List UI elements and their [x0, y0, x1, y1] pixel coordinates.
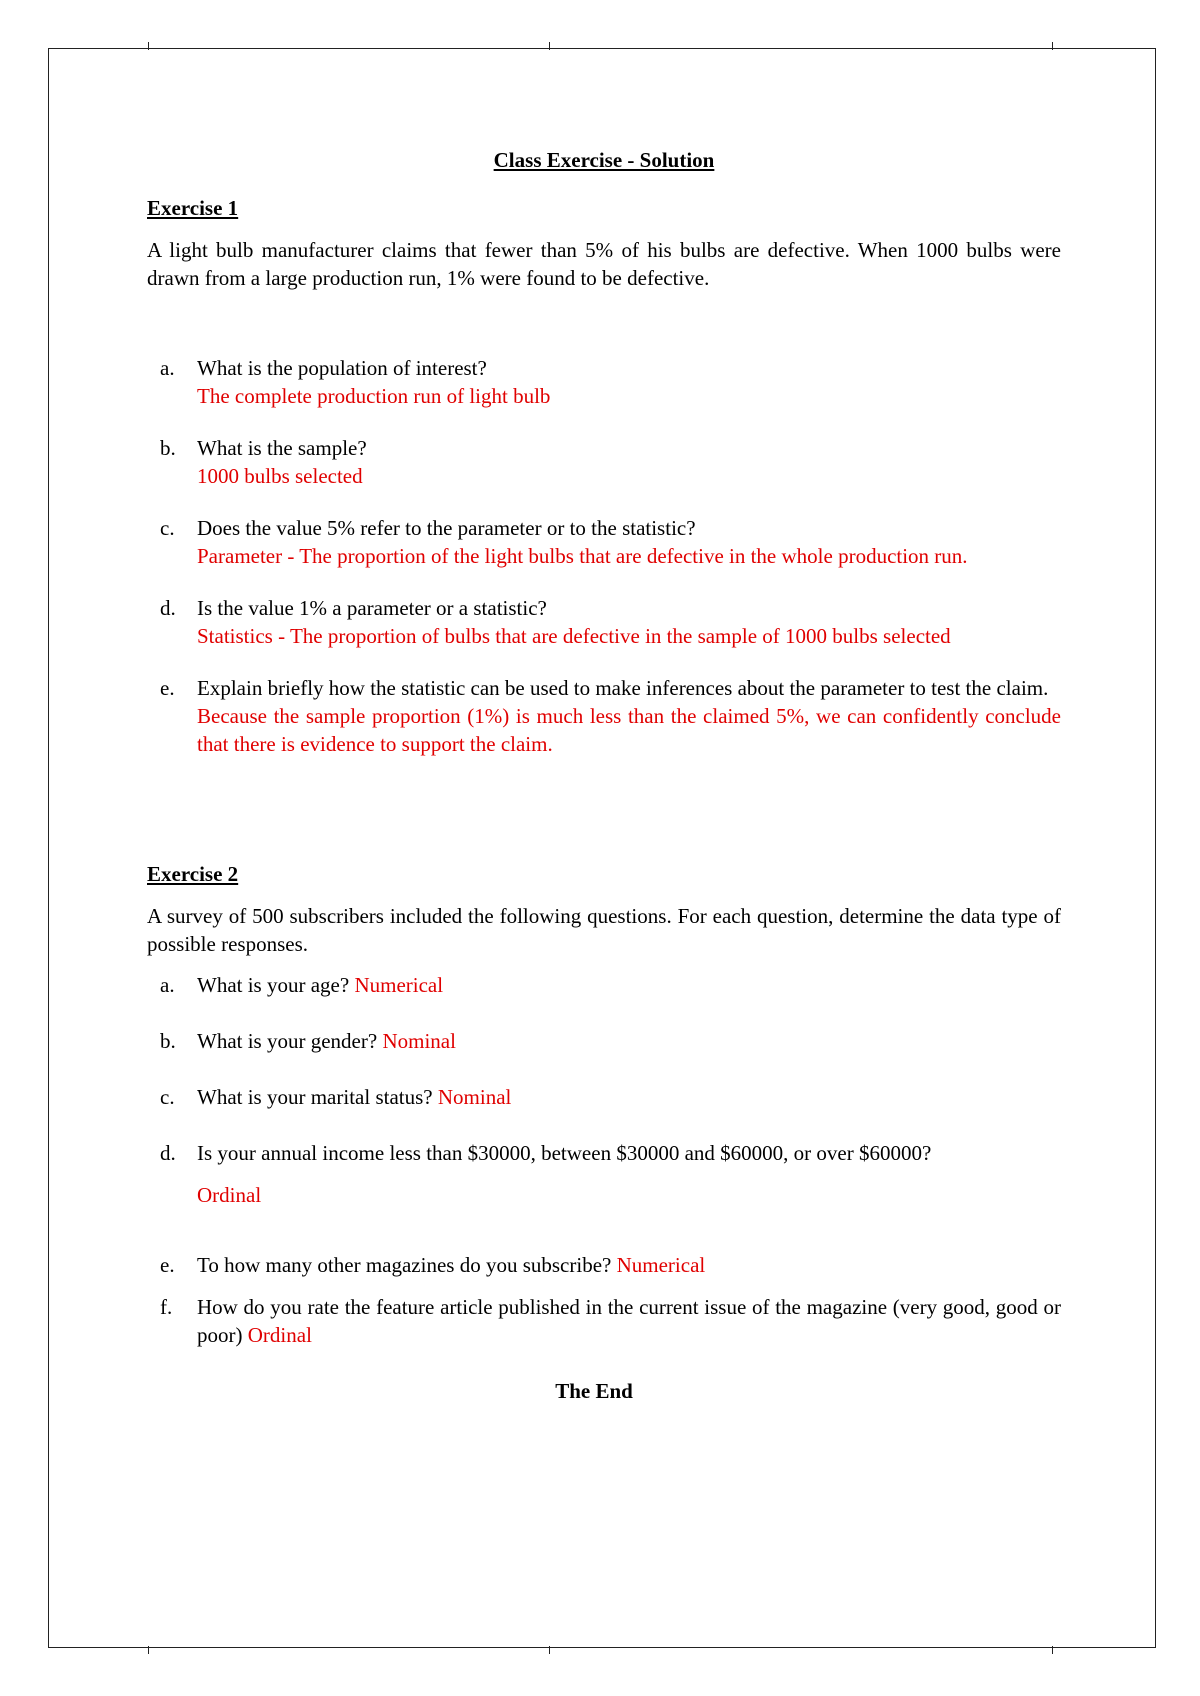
answer-text: Nominal	[382, 1029, 456, 1053]
answer-text: The complete production run of light bulb	[197, 384, 551, 408]
answer-text: Nominal	[437, 1085, 512, 1109]
list-item	[147, 514, 1061, 570]
list-marker: c.	[160, 516, 175, 540]
list-item	[147, 1083, 1061, 1111]
border-tick	[1052, 42, 1053, 50]
question-text: What is your age?	[197, 973, 350, 997]
exercise2-heading: Exercise 2	[147, 862, 239, 886]
list-item	[147, 674, 1061, 758]
list-item	[147, 434, 1061, 490]
list-marker: a.	[160, 973, 175, 997]
question-text: To how many other magazines do you subscribe?	[197, 1253, 612, 1277]
list-marker: d.	[160, 1141, 176, 1165]
answer-text: Statistics - The proportion of bulbs that are defective in the sample of 1000 bulbs selected	[197, 624, 951, 648]
exercise1-question-list	[147, 354, 1061, 758]
list-marker: a.	[160, 356, 175, 380]
border-tick	[148, 1646, 149, 1654]
exercise1-intro: A light bulb manufacturer claims that fewer than 5% of his bulbs are defective. When 1000 bulbs were drawn from a large production run, 1% were found to be defective.	[147, 238, 1061, 290]
answer-text: Ordinal	[197, 1183, 262, 1207]
question-text: Explain briefly how the statistic can be used to make inferences about the parameter to test the claim.	[197, 676, 1049, 700]
answer-text: Because the sample proportion (1%) is much less than the claimed 5%, we can confidently conclude that there is evidence to support the claim.	[197, 704, 1061, 756]
list-item	[147, 594, 1061, 650]
document-footer: The End	[555, 1379, 633, 1403]
border-tick	[549, 42, 550, 50]
exercise1-heading: Exercise 1	[147, 196, 239, 220]
list-item	[147, 971, 1061, 999]
question-text: Is your annual income less than $30000, between $30000 and $60000, or over $60000?	[197, 1141, 932, 1165]
list-item	[147, 1251, 1061, 1279]
list-item	[147, 1139, 1061, 1223]
answer-text: 1000 bulbs selected	[197, 464, 363, 488]
border-tick	[549, 1646, 550, 1654]
list-marker: b.	[160, 1029, 176, 1053]
question-text: What is the sample?	[197, 436, 367, 460]
answer-text: Numerical	[354, 973, 444, 997]
list-marker: f.	[160, 1295, 173, 1319]
question-text: Does the value 5% refer to the parameter or to the statistic?	[197, 516, 696, 540]
list-marker: e.	[160, 676, 175, 700]
answer-text: Numerical	[616, 1253, 706, 1277]
page-title: Class Exercise - Solution	[493, 148, 715, 172]
border-tick	[148, 42, 149, 50]
answer-text: Ordinal	[247, 1323, 312, 1347]
question-text: How do you rate the feature article published in the current issue of the magazine (very good, good or poor)	[197, 1295, 1061, 1347]
list-item	[147, 354, 1061, 410]
exercise2-question-list	[147, 971, 1061, 1349]
border-tick	[1052, 1646, 1053, 1654]
list-marker: b.	[160, 436, 176, 460]
question-text: What is your gender?	[197, 1029, 378, 1053]
question-text: What is the population of interest?	[197, 356, 487, 380]
list-marker: c.	[160, 1085, 175, 1109]
document-body	[147, 146, 1061, 1405]
answer-text: Parameter - The proportion of the light bulbs that are defective in the whole production run.	[197, 544, 968, 568]
list-marker: d.	[160, 596, 176, 620]
exercise2-intro: A survey of 500 subscribers included the following questions. For each question, determine the data type of possible responses.	[147, 904, 1061, 956]
list-item	[147, 1027, 1061, 1055]
question-text: Is the value 1% a parameter or a statistic?	[197, 596, 547, 620]
list-item	[147, 1293, 1061, 1349]
question-text: What is your marital status?	[197, 1085, 433, 1109]
list-marker: e.	[160, 1253, 175, 1277]
